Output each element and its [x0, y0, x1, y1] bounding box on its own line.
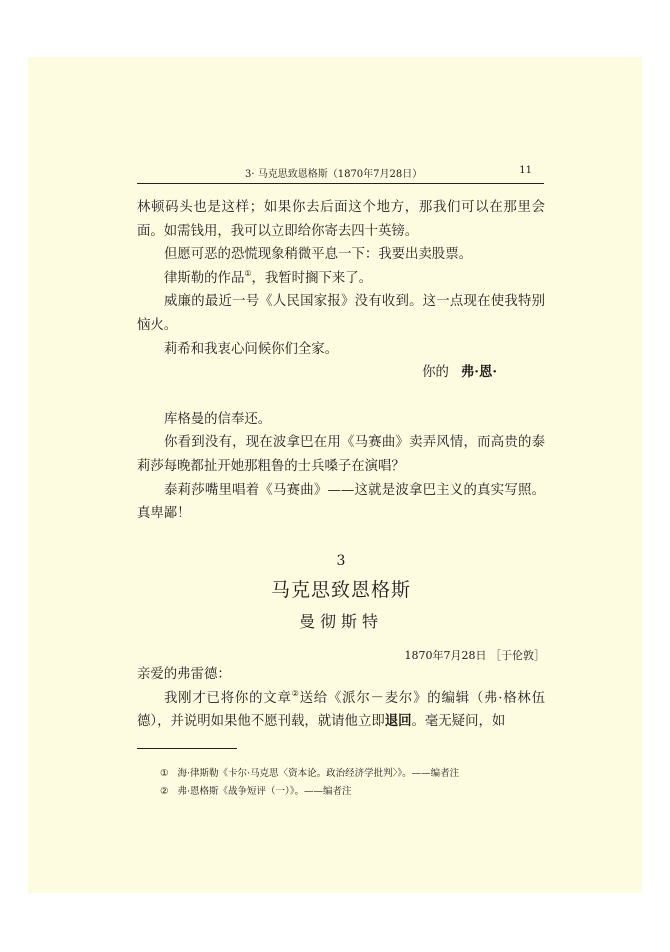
- signature-name: 弗·恩·: [460, 364, 497, 381]
- paragraph-text: ，我暂时搁下来了。: [251, 270, 373, 286]
- signature-line: [137, 361, 545, 385]
- paragraph: 林顿码头也是这样；如果你去后面这个地方，那我们可以在那里会面。如需钱用，我可以立即给你寄去四十英镑。: [137, 200, 545, 239]
- emphasized-text: 退回: [384, 713, 412, 730]
- footnote-ref[interactable]: ①: [244, 268, 252, 278]
- postscript-paragraph: 你看到没有，现在波拿巴在用《马赛曲》卖弄风情，而高贵的泰莉莎每晚都扯开她那粗鲁的士兵嗓子在演唱？: [137, 435, 545, 474]
- footnote-mark: ②: [160, 786, 169, 797]
- footnote: [160, 765, 459, 783]
- paragraph-text: 我刚才已将你的文章: [164, 690, 292, 706]
- footnote-divider: [137, 748, 237, 749]
- spacer: [137, 385, 545, 408]
- page-number: 11: [519, 165, 532, 176]
- letter-number: 3: [336, 553, 346, 569]
- paragraph: 莉希和我衷心问候你们全家。: [164, 341, 339, 357]
- footnote-text: 弗·恩格斯《战争短评（一）》。——编者注: [177, 786, 352, 797]
- page-header: [137, 163, 544, 184]
- next-letter-body: [137, 663, 545, 734]
- postscript-paragraph: 库格曼的信奉还。: [164, 411, 272, 427]
- signature-prefix: 你的: [422, 365, 449, 381]
- paragraph: 但愿可恶的恐慌现象稍微平息一下：我要出卖股票。: [164, 247, 472, 263]
- salutation: 亲爱的弗雷德：: [137, 667, 231, 682]
- postscript-paragraph: 泰莉莎嘴里唱着《马赛曲》——这就是波拿巴主义的真实写照。真卑鄙！: [137, 482, 545, 522]
- footnote-text: 海·律斯勒《卡尔·马克思〈资本论。政治经济学批判〉》。——编者注: [177, 768, 460, 779]
- footnote-mark: ①: [160, 768, 169, 779]
- paragraph: [137, 267, 545, 291]
- letter-title: 马克思致恩格斯: [270, 579, 411, 601]
- paragraph-text: 送给《派尔－麦尔》的编辑（弗·格林伍德），并说明如果他不愿刊载，就请他立即: [137, 690, 545, 730]
- paragraph-text: 。毫无疑问，如: [411, 714, 506, 730]
- letter-date: 1870年7月28日 ［于伦敦］: [404, 649, 545, 662]
- letter-place: 曼彻斯特: [298, 612, 383, 631]
- paragraph-text: 律斯勒的作品: [164, 270, 245, 286]
- paragraph: [137, 687, 545, 734]
- footnote-ref[interactable]: ②: [291, 688, 300, 698]
- paragraph: 威廉的最近一号《人民国家报》没有收到。这一点现在使我特别恼火。: [137, 294, 545, 333]
- footnote: [160, 783, 459, 801]
- running-title: 3· 马克思致恩格斯（1870年7月28日）: [245, 169, 423, 180]
- footnotes: [160, 765, 459, 801]
- letter-continuation: [137, 196, 545, 526]
